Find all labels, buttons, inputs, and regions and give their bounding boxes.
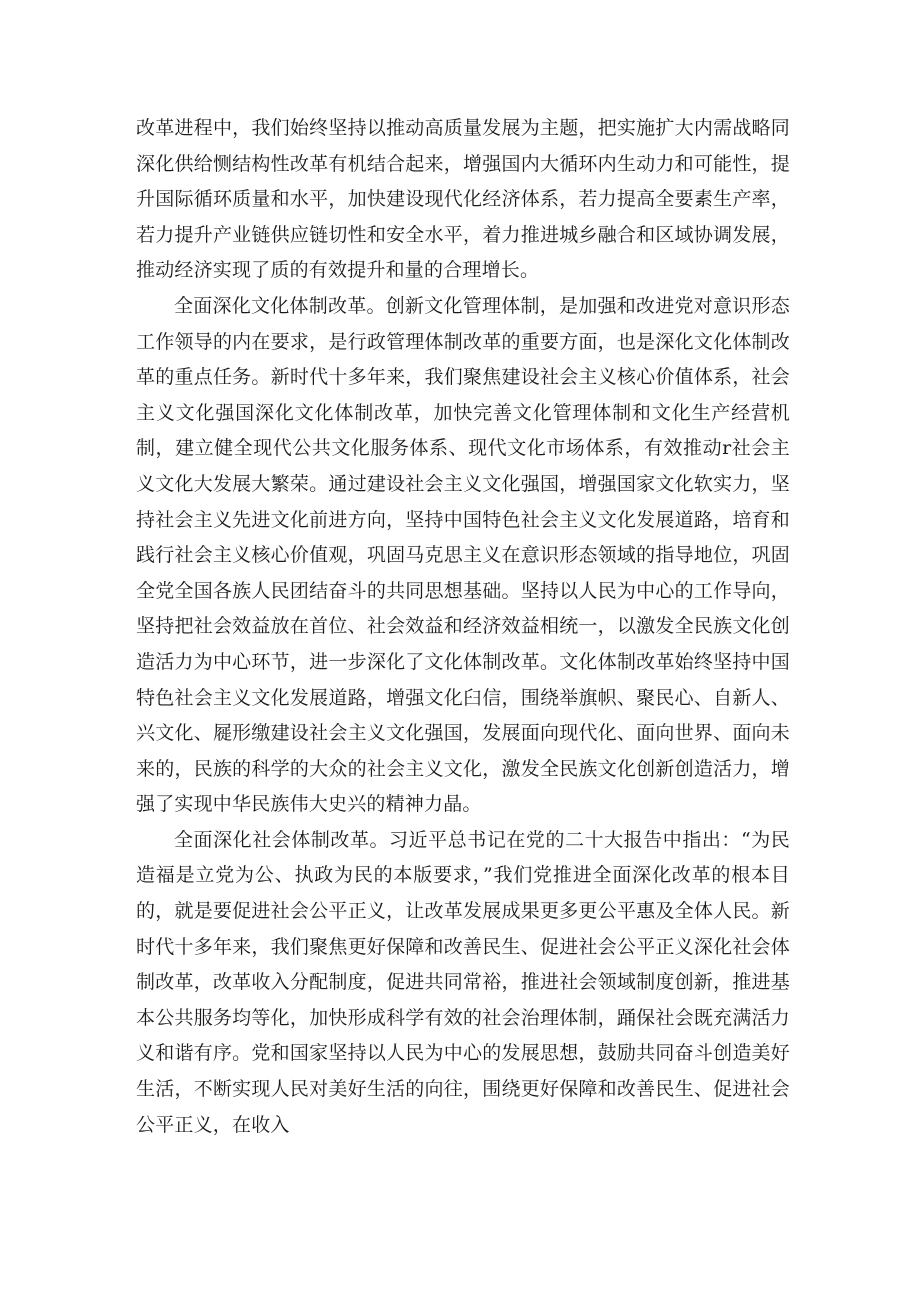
paragraph-social-reform: 全面深化社会体制改革。习近平总书记在党的二十大报告中指出：“为民造福是立党为公、执政为民的本版要求，”我们党推进全面深化改革的根本目的，就是要促进社会公平正义，让改革发展成果更多更公平惠及全体人民。新时代十多年来，我们聚焦更好保障和改善民生、促进社会公平正义深化社会体制改革，改革收入分配制度，促进共同常裕，推进社会领域制度创新，推进基本公共服务均等化，加快形成科学有效的社会治理体制，踊保社会既充满活力义和谐有序。党和国家坚持以人民为中心的发展思想，鼓励共同奋斗创造美好生活，不断实现人民对美好生活的向往，围绕更好保障和改善民生、促进社会公平正义，在收入 (136, 828, 790, 1136)
body-text (136, 111, 790, 1143)
paragraph-economic-reform-continuation: 改革进程中，我们始终坚持以推动高质量发展为主题，把实施扩大内需战略同深化供给恻结构性改革有机结合起来，增强国内大循环内生动力和可能性，提升国际循环质量和水平，加快建设现代化经济体系，若力提高全要素生产率，若力提升产业链供应链切性和安全水平，着力推进城乡融合和区域协调发展，推动经济实现了质的有效提升和量的合理增长。 (136, 117, 790, 282)
paragraph-cultural-reform: 全面深化文化体制改革。创新文化管理体制，是加强和改进党对意识形态工作领导的内在要求，是行政管理体制改革的重要方面，也是深化文化体制改革的重点任务。新时代十多年来，我们聚焦建设社会主义核心价值体系，社会主义文化强国深化文化体制改革，加快完善文化管理体制和文化生产经营机制，建立健全现代公共文化服务体系、现代文化市场体系，有效推动r社会主义文化大发展大繁荣。通过建设社会主义文化强国，增强国家文化软实力，坚持社会主义先进文化前进方向，坚持中国特色社会主义文化发展道路，培育和践行社会主义核心价值观，巩固马克思主义在意识形态领域的指导地位，巩固全党全国各族人民团结奋斗的共同思想基础。坚持以人民为中心的工作导向，坚持把社会效益放在首位、社会效益和经济效益相统一，以激发全民族文化创造活力为中心环节，进一步深化了文化体制改革。文化体制改革始终坚持中国特色社会主义文化发展道路，增强文化臼信，围绕举旗帜、聚民心、自新人、兴文化、屣形缴建设社会主义文化强国，发展面向现代化、面向世界、面向未来的，民族的科学的大众的社会主义文化，激发全民族文化创新创造活力，增强了实现中华民族伟大史兴的精神力晶。 (136, 294, 790, 816)
